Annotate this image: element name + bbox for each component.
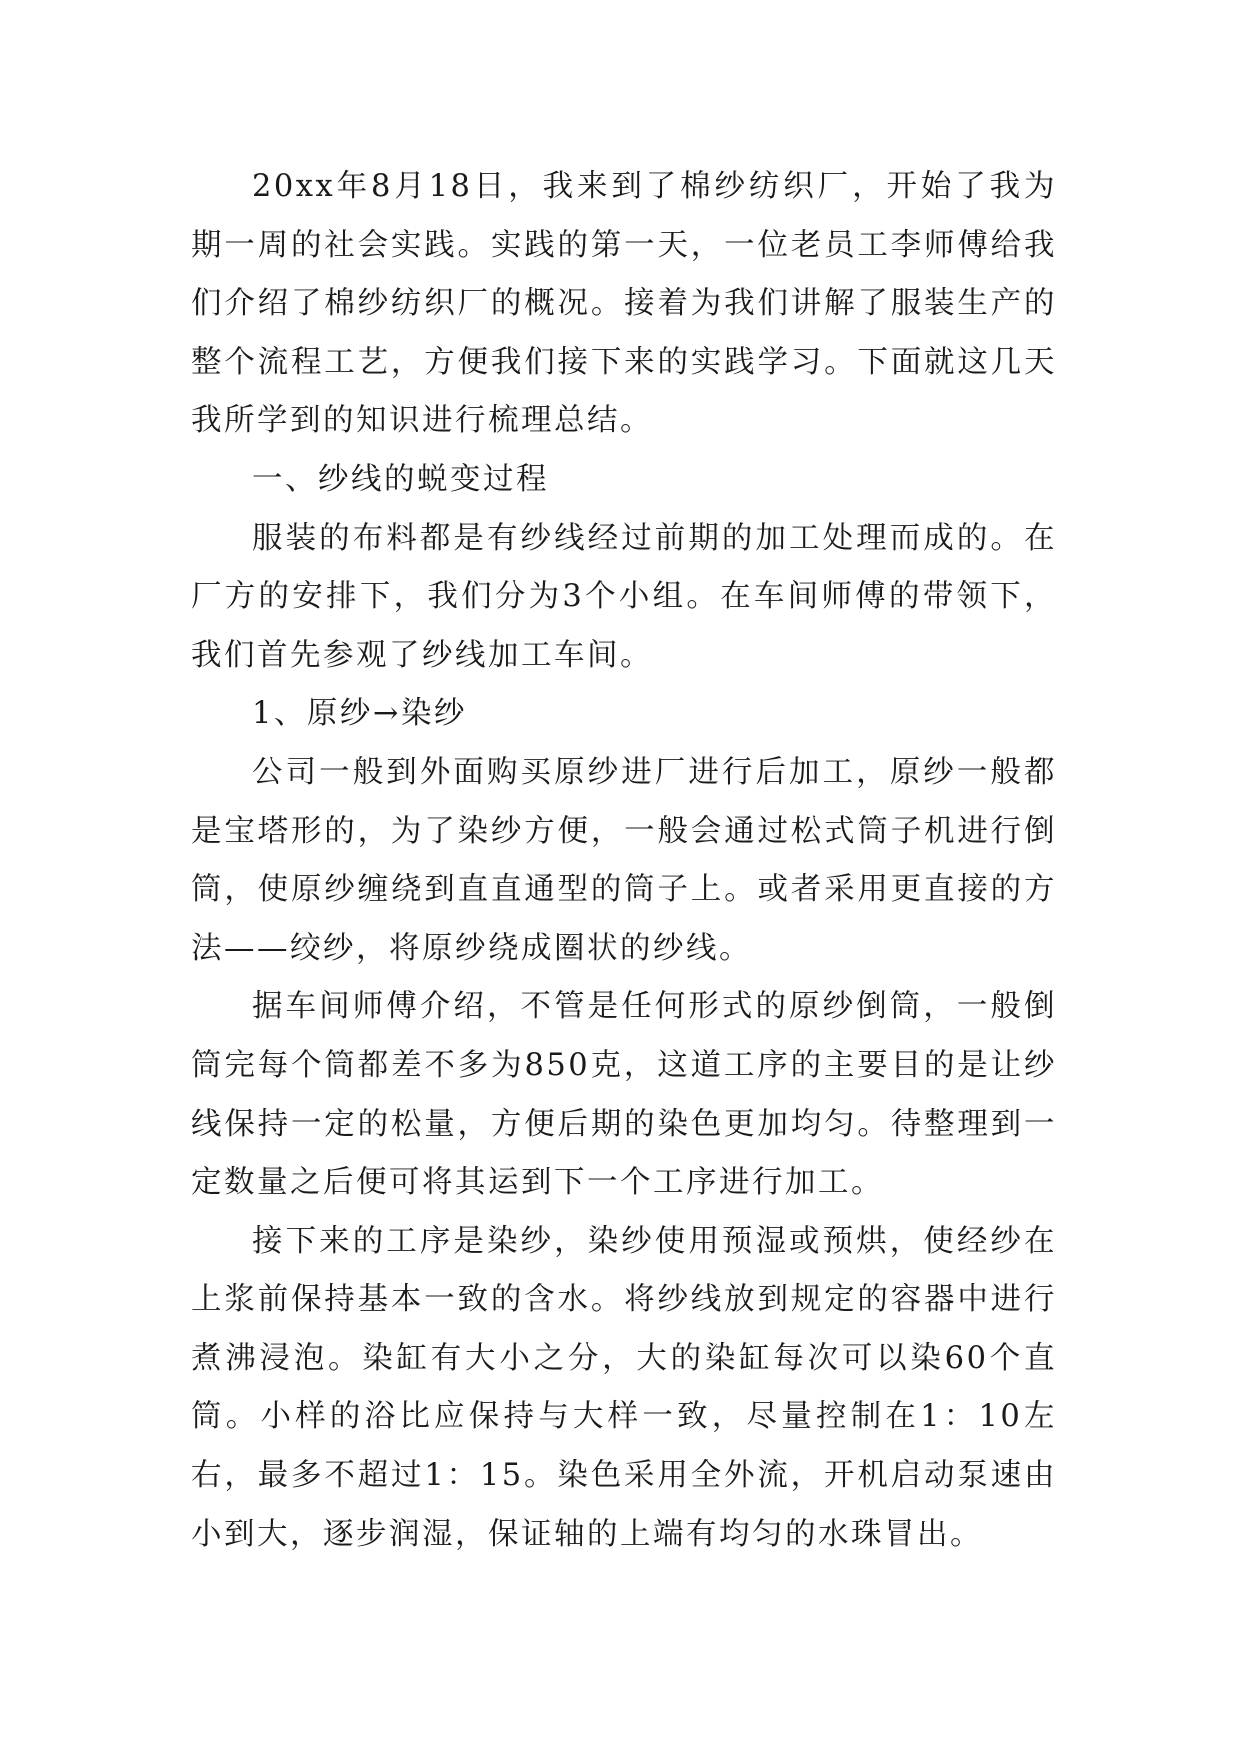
document-body [191, 158, 1057, 1564]
body-paragraph: 接下来的工序是染纱，染纱使用预湿或预烘，使经纱在上浆前保持基本一致的含水。将纱线放到规定的容器中进行煮沸浸泡。染缸有大小之分，大的染缸每次可以染60个直筒。小样的浴比应保持与大样一致，尽量控制在1：10左右，最多不超过1：15。染色采用全外流，开机启动泵速由小到大，逐步润湿，保证轴的上端有均匀的水珠冒出。 [191, 1223, 1057, 1552]
section-heading: 一、纱线的蜕变过程 [252, 461, 549, 497]
body-paragraph: 公司一般到外面购买原纱进厂进行后加工，原纱一般都是宝塔形的，为了染纱方便，一般会通过松式筒子机进行倒筒，使原纱缠绕到直直通型的筒子上。或者采用更直接的方法——绞纱，将原纱绕成圈状的纱线。 [191, 754, 1057, 966]
body-paragraph: 据车间师傅介绍，不管是任何形式的原纱倒筒，一般倒筒完每个筒都差不多为850克，这道工序的主要目的是让纱线保持一定的松量，方便后期的染色更加均匀。待整理到一定数量之后便可将其运到下一个工序进行加工。 [191, 989, 1057, 1201]
subsection-heading: 1、原纱→染纱 [252, 696, 467, 732]
intro-paragraph: 20xx年8月18日，我来到了棉纱纺织厂，开始了我为期一周的社会实践。实践的第一天，一位老员工李师傅给我们介绍了棉纱纺织厂的概况。接着为我们讲解了服装生产的整个流程工艺，方便我们接下来的实践学习。下面就这几天我所学到的知识进行梳理总结。 [191, 169, 1057, 439]
section-paragraph: 服装的布料都是有纱线经过前期的加工处理而成的。在厂方的安排下，我们分为3个小组。在车间师傅的带领下，我们首先参观了纱线加工车间。 [191, 520, 1057, 673]
